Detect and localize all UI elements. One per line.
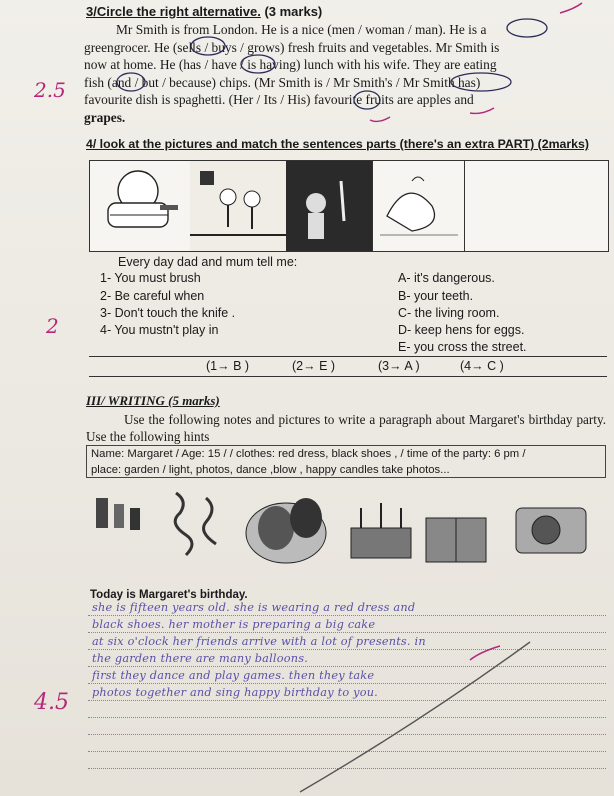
grade-section3: 2.5 xyxy=(34,78,66,102)
para-line-5: favourite dish is spaghetti. (Her / Its / His) favourite fruits are apples and xyxy=(84,92,474,108)
handwriting-line-4: the garden there are many balloons. xyxy=(92,652,308,665)
answer-4: (4→ C ) xyxy=(460,359,504,373)
handwriting-line-3: at six o'clock her friends arrive with a lot of presents. in xyxy=(92,635,426,648)
right-part-d: D- keep hens for eggs. xyxy=(398,323,525,337)
handwriting-line-1: she is fifteen years old. she is wearing a red dress and xyxy=(92,601,416,614)
right-part-b: B- your teeth. xyxy=(398,289,474,303)
left-part-3: 3- Don't touch the knife . xyxy=(100,306,236,320)
para-line-6: grapes. xyxy=(84,109,126,125)
answer-3: (3→ A ) xyxy=(378,359,420,373)
handwriting-line-2: black shoes. her mother is preparing a big cake xyxy=(92,618,376,631)
writing-heading: III/ WRITING (5 marks) xyxy=(86,393,220,408)
left-part-1: 1- You must brush xyxy=(100,271,201,285)
para-line-2: greengrocer. He (sells / buys / grows) fresh fruits and vegetables. Mr Smith is xyxy=(84,39,500,55)
grade-section5: 4.5 xyxy=(34,690,69,715)
answer-2: (2→ E ) xyxy=(292,359,336,373)
para-line-4: fish (and / but / because) chips. (Mr Smith is / Mr Smith's / Mr Smith has) xyxy=(84,74,481,90)
right-part-a: A- it's dangerous. xyxy=(398,271,495,285)
section4-heading: 4/ look at the pictures and match the sentences parts (there's an extra PART) (2marks) xyxy=(86,137,589,151)
hints-line-2: place: garden / light, photos, dance ,blow , happy candles take photos... xyxy=(91,464,450,476)
para-line-1: Mr Smith is from London. He is a nice (men / woman / man). He is a xyxy=(116,22,487,37)
section3-heading: 3/Circle the right alternative. (3 marks) xyxy=(86,4,323,19)
left-part-2: 2- Be careful when xyxy=(100,289,205,303)
hints-line-1: Name: Margaret / Age: 15 / / clothes: red dress, black shoes , / time of the party: 6 pm / xyxy=(91,448,526,460)
handwriting-line-6: photos together and sing happy birthday to you. xyxy=(92,686,378,699)
answer-1: (1→ B ) xyxy=(206,359,250,373)
writing-instruction: Use the following notes and pictures to write a paragraph about Margaret's birthday party. Use the following hints xyxy=(86,412,606,444)
para-line-3: now at home. He (has / have / is having) lunch with his wife. They are eating xyxy=(84,57,497,73)
left-part-4: 4- You mustn't play in xyxy=(100,323,219,337)
grade-section4: 2 xyxy=(46,314,59,338)
writing-starter: Today is Margaret's birthday. xyxy=(90,589,248,601)
section4-intro: Every day dad and mum tell me: xyxy=(118,255,298,269)
handwriting-line-5: first they dance and play games. then they take xyxy=(92,669,375,682)
right-part-e: E- you cross the street. xyxy=(398,340,527,354)
right-part-c: C- the living room. xyxy=(398,306,500,320)
